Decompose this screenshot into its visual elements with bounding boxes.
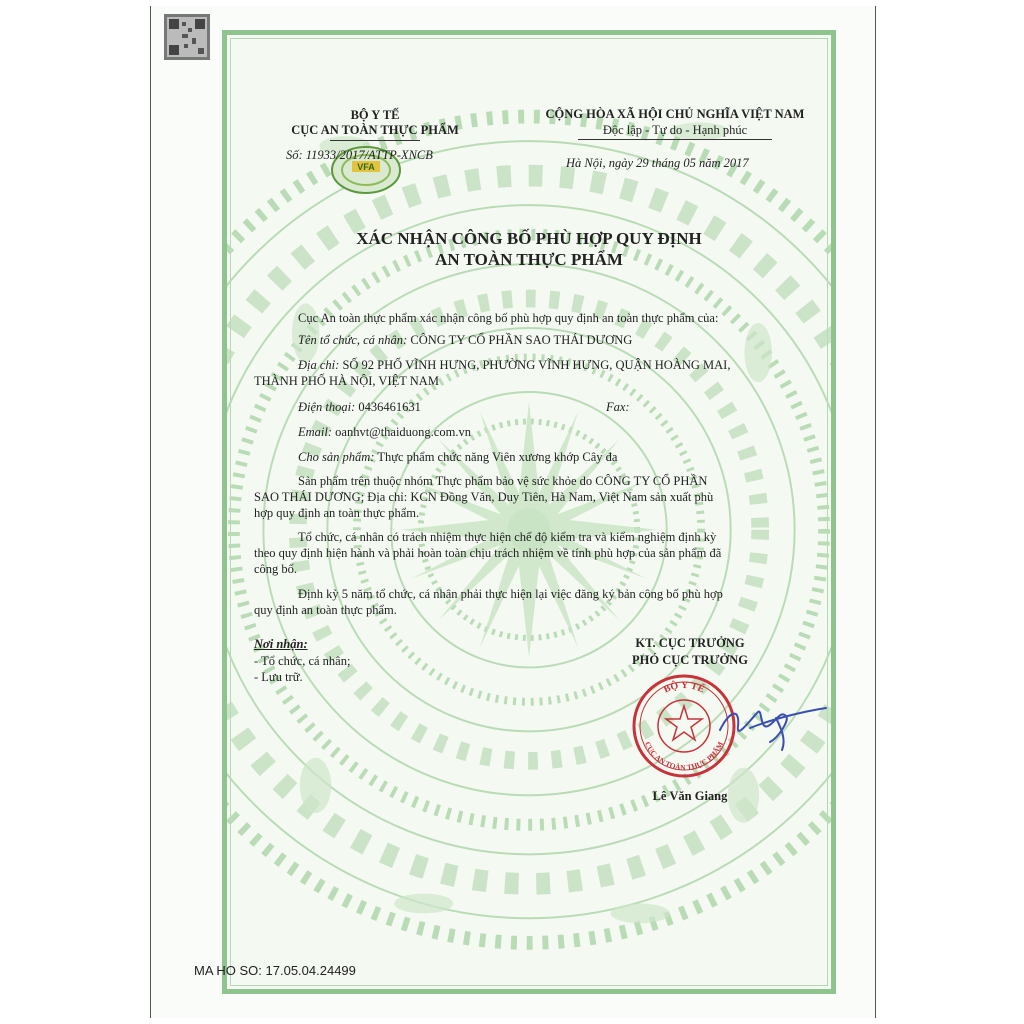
place-date: Hà Nội, ngày 29 tháng 05 năm 2017 — [566, 156, 749, 170]
paragraph-1-line3: hợp quy định an toàn thực phẩm. — [254, 506, 420, 520]
document-title-line1: XÁC NHẬN CÔNG BỐ PHÙ HỢP QUY ĐỊNH — [356, 229, 702, 248]
product-row — [298, 450, 617, 465]
email-row — [298, 425, 471, 440]
paragraph-1-line1: Sản phẩm trên thuộc nhóm Thực phẩm bảo vệ sức khỏe do CÔNG TY CỔ PHẦN — [298, 474, 708, 488]
address-row — [298, 358, 730, 373]
recipients-label: Nơi nhận: — [254, 637, 308, 651]
email-value: oanhvt@thaiduong.com.vn — [335, 425, 471, 439]
signer-title-1: KT. CỤC TRƯỞNG — [635, 636, 745, 650]
product-label: Cho sản phẩm: — [298, 450, 375, 464]
paragraph-1-line2: SAO THÁI DƯƠNG; Địa chỉ: KCN Đồng Văn, Duy Tiên, Hà Nam, Việt Nam sản xuất phù — [254, 490, 714, 504]
stamp-bottom-text: CỤC AN TOÀN THỰC PHẨM — [642, 740, 726, 773]
address-value-2: THÀNH PHỐ HÀ NỘI, VIỆT NAM — [254, 374, 439, 388]
qr-code — [164, 14, 210, 60]
org-row — [298, 333, 632, 348]
signature — [690, 690, 830, 760]
signer-name: Lê Văn Giang — [652, 789, 728, 803]
recipient-item-1: - Tổ chức, cá nhân; — [254, 654, 351, 668]
email-label: Email: — [298, 425, 333, 439]
department-name: CỤC AN TOÀN THỰC PHẨM — [291, 123, 459, 137]
recipient-item-2: - Lưu trữ. — [254, 670, 303, 684]
product-value: Thực phẩm chức năng Viên xương khớp Cây đa — [377, 450, 618, 464]
org-label: Tên tổ chức, cá nhân: — [298, 333, 408, 347]
file-code: MA HO SO: 17.05.04.24499 — [194, 963, 356, 978]
logo-text: VFA — [357, 162, 375, 172]
national-motto: Độc lập - Tự do - Hạnh phúc — [602, 123, 748, 137]
org-value: CÔNG TY CỔ PHẦN SAO THÁI DƯƠNG — [410, 333, 633, 347]
address-value-1: SỐ 92 PHỐ VĨNH HƯNG, PHƯỜNG VĨNH HƯNG, QUẬN HOÀNG MAI, — [342, 358, 731, 372]
ministry-name: BỘ Y TẾ — [350, 108, 400, 122]
paragraph-2-line3: công bố. — [254, 562, 298, 576]
phone-label: Điện thoại: — [298, 400, 356, 414]
address-label: Địa chỉ: — [298, 358, 340, 372]
paragraph-2-line2: theo quy định hiện hành và phải hoàn toàn chịu trách nhiệm về tính phù hợp của sản phẩm đã — [254, 546, 722, 560]
document-title-line2: AN TOÀN THỰC PHẨM — [435, 250, 623, 269]
signer-title-2: PHÓ CỤC TRƯỞNG — [632, 653, 748, 667]
paragraph-3-line1: Định kỳ 5 năm tổ chức, cá nhân phải thực hiện lại việc đăng ký bản công bố phù hợp — [298, 587, 723, 601]
paragraph-2-line1: Tổ chức, cá nhân có trách nhiệm thực hiện chế độ kiểm tra và kiểm nghiệm định kỳ — [298, 530, 717, 544]
fax-label: Fax: — [606, 400, 630, 414]
document-number: Số: 11933/2017/ATTP-XNCB — [286, 148, 433, 162]
intro-text: Cục An toàn thực phẩm xác nhận công bố phù hợp quy định an toàn thực phẩm của: — [298, 311, 719, 325]
stamp-top-text: BỘ Y TẾ — [661, 679, 707, 696]
paragraph-3-line2: quy định an toàn thực phẩm. — [254, 603, 397, 617]
country-name: CỘNG HÒA XÃ HỘI CHỦ NGHĨA VIỆT NAM — [545, 107, 805, 121]
phone-value: 0436461631 — [358, 400, 421, 414]
phone-row — [298, 400, 421, 415]
